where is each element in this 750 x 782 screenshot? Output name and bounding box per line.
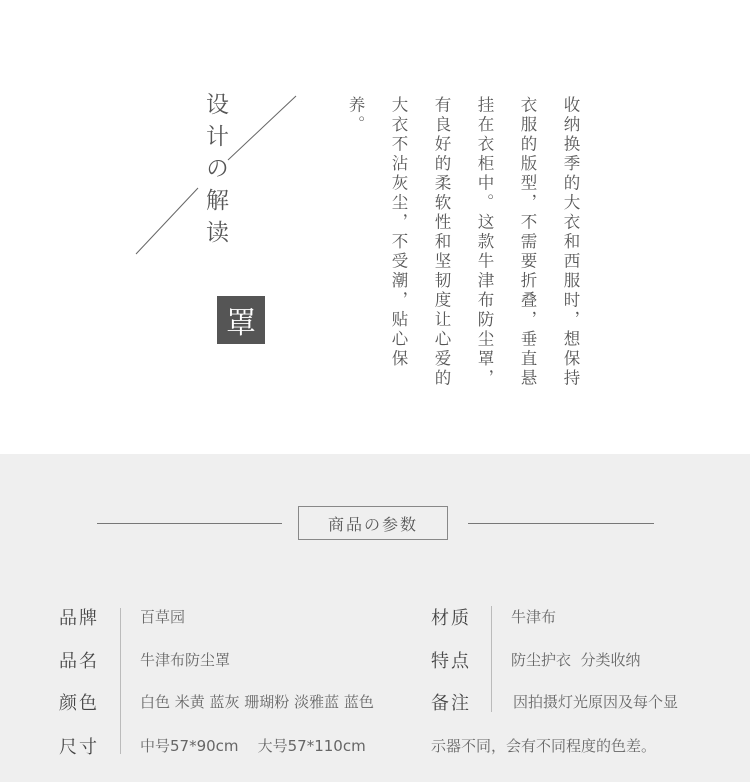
feature-value: 防尘护衣 分类收纳 [511, 651, 641, 669]
divider-right [491, 606, 492, 712]
divider-left [120, 608, 121, 754]
params-title: 商品の参数 [298, 506, 448, 540]
size-value: 中号57*90cm 大号57*110cm [140, 737, 366, 755]
brand-value: 百草园 [140, 608, 186, 626]
color-label: 颜色 [59, 693, 99, 714]
material-value: 牛津布 [511, 608, 557, 626]
feature-label: 特点 [431, 651, 471, 672]
highlight-char: 罩 [217, 296, 265, 344]
header-line-left [97, 523, 282, 524]
material-label: 材质 [431, 608, 471, 629]
name-value: 牛津布防尘罩 [140, 651, 231, 669]
brand-label: 品牌 [59, 608, 99, 629]
description-text: 收纳换季的大衣和西服时，想保持衣服的版型，不需要折叠，垂直悬挂在衣柜中。这款牛津布防尘罩，有良好的柔软性和坚韧度让心爱的大衣不沾灰尘，不受潮，贴心保养。 [346, 96, 580, 389]
design-title: 设计の解读 [202, 92, 228, 252]
note-label: 备注 [431, 693, 471, 714]
header-line-right [468, 523, 654, 524]
note-value-line1: 因拍摄灯光原因及每个显 [513, 693, 679, 711]
params-header [0, 506, 750, 542]
params-section [0, 454, 750, 782]
name-label: 品名 [59, 651, 99, 672]
note-value-line2: 示器不同，会有不同程度的色差。 [431, 737, 657, 755]
size-label: 尺寸 [59, 737, 99, 758]
color-value: 白色 米黄 蓝灰 珊瑚粉 淡雅蓝 蓝色 [140, 693, 374, 711]
